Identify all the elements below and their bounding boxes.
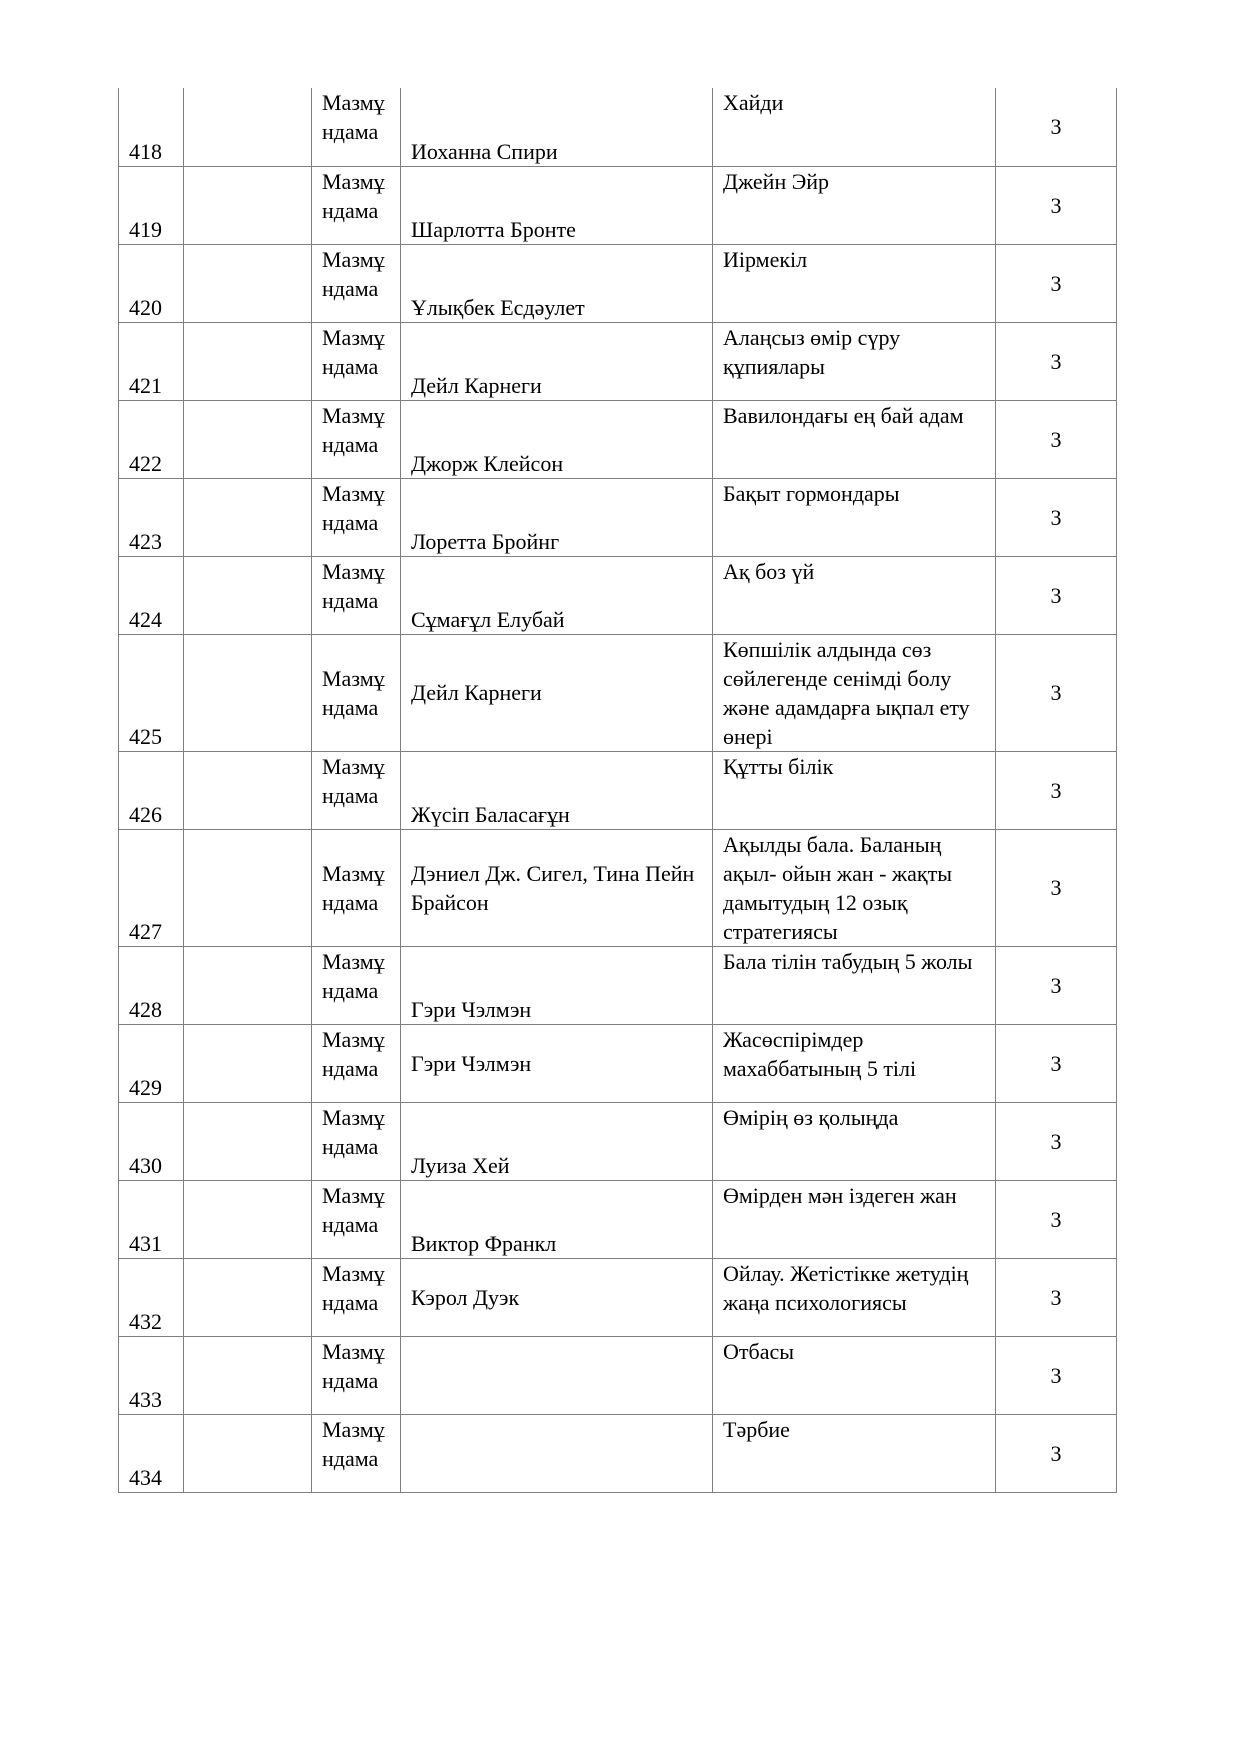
empty-cell-cell [184, 400, 312, 478]
table-row [119, 166, 1117, 244]
book-author: Гэри Чэлмэн [411, 996, 532, 1022]
material-type-cell [312, 946, 401, 1024]
empty-cell-cell [184, 1414, 312, 1492]
row-number-cell [119, 634, 184, 751]
book-author-cell [401, 1180, 713, 1258]
book-quantity-cell [996, 634, 1117, 751]
book-quantity-cell [996, 244, 1117, 322]
book-title-cell [713, 1102, 996, 1180]
material-type: Мазмұндама [322, 324, 385, 379]
row-number: 431 [129, 1230, 162, 1256]
book-author: Дейл Карнеги [411, 372, 542, 398]
row-number-cell [119, 751, 184, 829]
book-quantity: 3 [1050, 426, 1062, 452]
table-row [119, 1258, 1117, 1336]
book-author: Жүсіп Баласағұн [411, 801, 570, 827]
book-quantity-cell [996, 1336, 1117, 1414]
table-row [119, 400, 1117, 478]
book-quantity: 3 [1050, 777, 1062, 803]
row-number: 426 [129, 801, 162, 827]
book-title-cell [713, 829, 996, 946]
table-body [119, 88, 1117, 1492]
row-number: 420 [129, 294, 162, 320]
book-author: Джорж Клейсон [411, 450, 564, 476]
book-quantity-cell [996, 1180, 1117, 1258]
book-title-cell [713, 88, 996, 166]
empty-cell-cell [184, 634, 312, 751]
empty-cell-cell [184, 1102, 312, 1180]
book-title: Өмірің өз қолыңда [723, 1104, 899, 1130]
row-number: 423 [129, 528, 162, 554]
table-row [119, 88, 1117, 166]
book-title: Ойлау. Жетістікке жетудің жаңа психологиясы [723, 1260, 969, 1315]
book-title-cell [713, 244, 996, 322]
material-type-cell [312, 1180, 401, 1258]
row-number: 430 [129, 1152, 162, 1178]
book-quantity-cell [996, 88, 1117, 166]
material-type: Мазмұндама [322, 1026, 385, 1081]
book-title: Алаңсыз өмір сүру құпиялары [723, 324, 901, 379]
row-number-cell [119, 1414, 184, 1492]
book-title-cell [713, 1258, 996, 1336]
book-author-cell [401, 946, 713, 1024]
material-type-cell [312, 829, 401, 946]
book-title: Көпшілік алдында сөз сөйлегенде сенімді болу және адамдарға ықпал ету өнері [723, 636, 970, 749]
book-list-table [118, 88, 1117, 1493]
book-title: Джейн Эйр [723, 168, 830, 194]
book-title: Ақ боз үй [723, 558, 815, 584]
book-quantity-cell [996, 946, 1117, 1024]
book-author-cell [401, 1414, 713, 1492]
empty-cell-cell [184, 751, 312, 829]
book-quantity-cell [996, 829, 1117, 946]
book-author: Кэрол Дуэк [411, 1284, 520, 1310]
table-row [119, 1180, 1117, 1258]
book-author-cell [401, 751, 713, 829]
book-title-cell [713, 946, 996, 1024]
row-number: 424 [129, 606, 162, 632]
book-quantity: 3 [1050, 114, 1062, 140]
book-title-cell [713, 322, 996, 400]
book-quantity-cell [996, 322, 1117, 400]
material-type-cell [312, 400, 401, 478]
book-title: Хайди [723, 90, 784, 115]
row-number: 422 [129, 450, 162, 476]
book-title: Вавилондағы ең бай адам [723, 402, 964, 428]
table-row [119, 478, 1117, 556]
material-type-cell [312, 88, 401, 166]
table-row [119, 1414, 1117, 1492]
row-number: 419 [129, 216, 162, 242]
book-quantity: 3 [1050, 1128, 1062, 1154]
book-author-cell [401, 400, 713, 478]
book-author: Дэниел Дж. Сигел, Тина Пейн Брайсон [411, 860, 695, 915]
row-number: 421 [129, 372, 162, 398]
table-row [119, 829, 1117, 946]
material-type-cell [312, 244, 401, 322]
table-row [119, 556, 1117, 634]
book-quantity-cell [996, 1414, 1117, 1492]
row-number-cell [119, 322, 184, 400]
material-type: Мазмұндама [322, 246, 385, 301]
row-number: 428 [129, 996, 162, 1022]
empty-cell-cell [184, 556, 312, 634]
book-quantity: 3 [1050, 192, 1062, 218]
book-quantity: 3 [1050, 504, 1062, 530]
row-number: 429 [129, 1074, 162, 1100]
book-quantity: 3 [1050, 1206, 1062, 1232]
book-quantity: 3 [1050, 270, 1062, 296]
material-type: Мазмұндама [322, 665, 385, 720]
book-author-cell [401, 1102, 713, 1180]
table-row [119, 1336, 1117, 1414]
empty-cell-cell [184, 946, 312, 1024]
book-author: Луиза Хей [411, 1152, 510, 1178]
book-quantity: 3 [1050, 1440, 1062, 1466]
book-title: Өмірден мән іздеген жан [723, 1182, 957, 1208]
material-type-cell [312, 1414, 401, 1492]
table-row [119, 322, 1117, 400]
row-number: 434 [129, 1464, 162, 1490]
empty-cell-cell [184, 322, 312, 400]
book-quantity: 3 [1050, 348, 1062, 374]
book-title-cell [713, 478, 996, 556]
row-number-cell [119, 829, 184, 946]
book-author-cell [401, 322, 713, 400]
book-author: Иоханна Спири [411, 138, 558, 164]
book-quantity-cell [996, 1102, 1117, 1180]
book-title-cell [713, 751, 996, 829]
material-type: Мазмұндама [322, 1104, 385, 1159]
book-author-cell [401, 634, 713, 751]
book-quantity: 3 [1050, 680, 1062, 705]
table-row [119, 946, 1117, 1024]
book-title: Бақыт гормондары [723, 480, 900, 506]
material-type: Мазмұндама [322, 753, 385, 808]
book-quantity-cell [996, 1258, 1117, 1336]
book-author-cell [401, 166, 713, 244]
row-number-cell [119, 88, 184, 166]
material-type-cell [312, 751, 401, 829]
row-number: 425 [129, 723, 162, 749]
row-number-cell [119, 1258, 184, 1336]
book-title: Құтты білік [723, 753, 834, 779]
empty-cell-cell [184, 1180, 312, 1258]
material-type: Мазмұндама [322, 168, 385, 223]
material-type: Мазмұндама [322, 1260, 385, 1315]
material-type-cell [312, 1258, 401, 1336]
empty-cell-cell [184, 1024, 312, 1102]
material-type: Мазмұндама [322, 1338, 385, 1393]
row-number: 418 [129, 138, 162, 164]
book-title-cell [713, 1024, 996, 1102]
book-author-cell [401, 478, 713, 556]
material-type: Мазмұндама [322, 1182, 385, 1237]
empty-cell-cell [184, 829, 312, 946]
book-title-cell [713, 1414, 996, 1492]
book-author-cell [401, 829, 713, 946]
row-number-cell [119, 244, 184, 322]
material-type-cell [312, 634, 401, 751]
row-number-cell [119, 946, 184, 1024]
empty-cell-cell [184, 478, 312, 556]
book-author: Гэри Чэлмэн [411, 1050, 532, 1076]
book-title-cell [713, 1180, 996, 1258]
material-type: Мазмұндама [322, 90, 385, 144]
book-quantity-cell [996, 751, 1117, 829]
book-title-cell [713, 556, 996, 634]
table-row [119, 1102, 1117, 1180]
book-quantity: 3 [1050, 1284, 1062, 1310]
empty-cell-cell [184, 88, 312, 166]
material-type: Мазмұндама [322, 1416, 385, 1471]
book-author: Лоретта Бройнг [411, 528, 560, 554]
row-number: 427 [129, 918, 162, 944]
book-quantity: 3 [1050, 1050, 1062, 1076]
row-number: 433 [129, 1386, 162, 1412]
book-author-cell [401, 1024, 713, 1102]
book-author-cell [401, 244, 713, 322]
material-type-cell [312, 1336, 401, 1414]
book-quantity-cell [996, 1024, 1117, 1102]
material-type-cell [312, 556, 401, 634]
material-type-cell [312, 1024, 401, 1102]
table-row [119, 1024, 1117, 1102]
row-number-cell [119, 400, 184, 478]
row-number-cell [119, 478, 184, 556]
book-title-cell [713, 634, 996, 751]
row-number-cell [119, 166, 184, 244]
book-quantity: 3 [1050, 582, 1062, 608]
book-quantity: 3 [1050, 1362, 1062, 1388]
book-quantity: 3 [1050, 875, 1062, 900]
book-author-cell [401, 1258, 713, 1336]
book-title: Жасөспірімдер махаббатының 5 тілі [723, 1026, 917, 1081]
material-type: Мазмұндама [322, 558, 385, 613]
book-author: Сұмағұл Елубай [411, 606, 565, 632]
book-quantity-cell [996, 166, 1117, 244]
row-number-cell [119, 1024, 184, 1102]
book-title-cell [713, 1336, 996, 1414]
empty-cell-cell [184, 1336, 312, 1414]
book-title: Иірмекіл [723, 246, 808, 272]
material-type: Мазмұндама [322, 948, 385, 1003]
book-title: Ақылды бала. Баланың ақыл- ойын жан - жақты дамытудың 12 озық стратегиясы [723, 831, 952, 944]
material-type-cell [312, 166, 401, 244]
book-author-cell [401, 1336, 713, 1414]
material-type: Мазмұндама [322, 480, 385, 535]
material-type-cell [312, 1102, 401, 1180]
material-type: Мазмұндама [322, 860, 385, 915]
empty-cell-cell [184, 1258, 312, 1336]
row-number: 432 [129, 1308, 162, 1334]
book-quantity-cell [996, 478, 1117, 556]
material-type-cell [312, 322, 401, 400]
book-quantity-cell [996, 556, 1117, 634]
table-row [119, 634, 1117, 751]
book-author-cell [401, 88, 713, 166]
book-title: Тәрбие [723, 1416, 790, 1442]
row-number-cell [119, 556, 184, 634]
empty-cell-cell [184, 166, 312, 244]
row-number-cell [119, 1336, 184, 1414]
book-author: Виктор Франкл [411, 1230, 557, 1256]
book-quantity-cell [996, 400, 1117, 478]
book-title: Отбасы [723, 1338, 795, 1364]
material-type: Мазмұндама [322, 402, 385, 457]
book-author: Шарлотта Бронте [411, 216, 576, 242]
book-title-cell [713, 400, 996, 478]
book-quantity: 3 [1050, 972, 1062, 998]
material-type-cell [312, 478, 401, 556]
row-number-cell [119, 1180, 184, 1258]
book-author: Ұлықбек Есдәулет [411, 294, 585, 320]
book-author-cell [401, 556, 713, 634]
table-row [119, 244, 1117, 322]
row-number-cell [119, 1102, 184, 1180]
book-title-cell [713, 166, 996, 244]
table-row [119, 751, 1117, 829]
book-author: Дейл Карнеги [411, 680, 542, 705]
empty-cell-cell [184, 244, 312, 322]
book-title: Бала тілін табудың 5 жолы [723, 948, 973, 974]
